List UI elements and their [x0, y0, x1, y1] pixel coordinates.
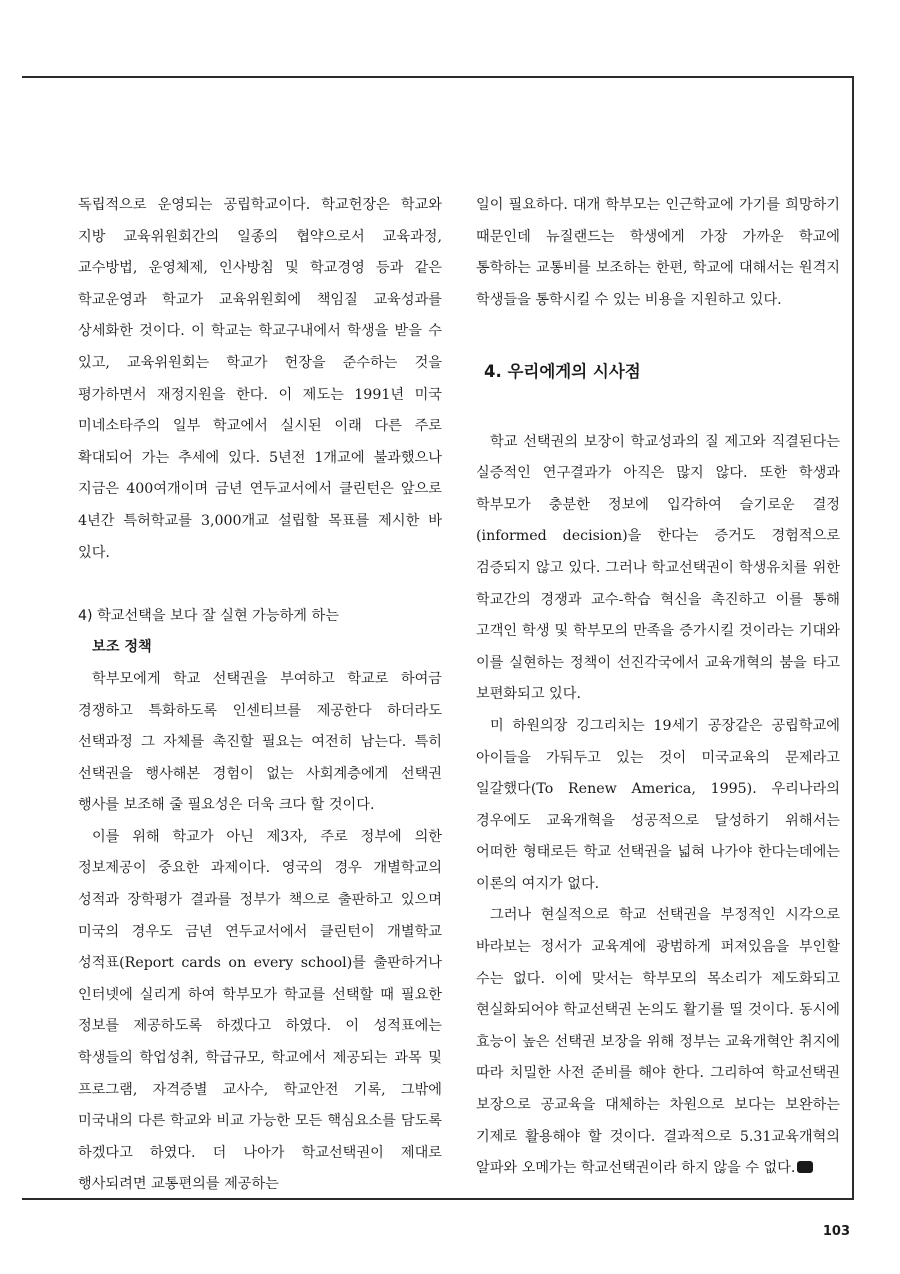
right-paragraph-3: 미 하원의장 깅그리치는 19세기 공장같은 공립학교에 아이들을 가둬두고 있는 것이 미국교육의 문제라고 일갈했다(To Renew America, 1995). 우리나라의 경우에도 교육개혁을 성공적으로 달성하기 위해서는 어떠한 형태로든 학교 선택권을 넓혀 나가야 한다는데에는 이론의 여지가 없다.	[476, 717, 840, 892]
subsection-heading-line1: 4) 학교선택을 보다 잘 실현 가능하게 하는	[78, 607, 339, 624]
section-heading: 4. 우리에게의 시사점	[484, 361, 641, 381]
page-number: 103	[822, 1224, 850, 1239]
right-paragraph-4	[476, 900, 840, 1184]
left-paragraph-2: 학부모에게 학교 선택권을 부여하고 학교로 하여금 경쟁하고 특화하도록 인센티브를 제공한다 하더라도 선택과정 그 자체를 촉진할 필요는 여전히 남는다. 특히 선택권을 행사해본 경험이 없는 사회계층에게 선택권 행사를 보조해 줄 필요성은 더욱 크다 할 것이다.	[78, 670, 442, 814]
top-rule	[22, 76, 854, 78]
right-paragraph-2: 학교 선택권의 보장이 학교성과의 질 제고와 직결된다는 실증적인 연구결과가 아직은 많지 않다. 또한 학생과 학부모가 충분한 정보에 입각하여 슬기로운 결정(informed decision)을 한다는 증거도 경험적으로 검증되지 않고 있다. 그러나 학교선택권이 학생유치를 위한 학교간의 경쟁과 교수-학습 혁신을 촉진하고 이를 통해 고객인 학생 및 학부모의 만족을 증가시킬 것이라는 기대와 이를 실현하는 정책이 선진각국에서 교육개혁의 붐을 타고 보편화되고 있다.	[476, 433, 840, 703]
left-paragraph-3: 이를 위해 학교가 아닌 제3자, 주로 정부에 의한 정보제공이 중요한 과제이다. 영국의 경우 개별학교의 성적과 장학평가 결과를 정부가 책으로 출판하고 있으며 미국의 경우도 금년 연두교서에서 클린턴이 개별학교 성적표(Report cards on every school)를 출판하거나 인터넷에 실리게 하여 학부모가 학교를 선택할 때 필요한 정보를 제공하도록 하겠다고 하였다. 이 성적표에는 학생들의 학업성취, 학급규모, 학교에서 제공되는 과목 및 프로그램, 자격증별 교사수, 학교안전 기록, 그밖에 미국내의 다른 학교와 비교 가능한 모든 핵심요소를 담도록 하겠다고 하였다. 더 나아가 학교선택권이 제대로 행사되려면 교통편의를 제공하는	[78, 828, 442, 1193]
right-paragraph-1: 일이 필요하다. 대개 학부모는 인근학교에 가기를 희망하기 때문인데 뉴질랜드는 학생에게 가장 가까운 학교에 통학하는 교통비를 보조하는 한편, 학교에 대해서는 원격지 학생들을 통학시킬 수 있는 비용을 지원하고 있다.	[476, 197, 840, 308]
subsection-heading	[78, 601, 442, 664]
subsection-heading-line2: 보조 정책	[92, 639, 152, 656]
end-of-article-icon	[797, 1161, 813, 1173]
right-rule	[852, 76, 854, 1200]
right-paragraph-4-text: 그러나 현실적으로 학교 선택권을 부정적인 시각으로 바라보는 정서가 교육계에 광범하게 퍼져있음을 부인할 수는 없다. 이에 맞서는 학부모의 목소리가 제도화되고 현실화되어야 학교선택권 논의도 활기를 띨 것이다. 동시에 효능이 높은 선택권 보장을 위해 정부는 교육개혁안 취지에 따라 치밀한 사전 준비를 해야 한다. 그리하여 학교선택권 보장으로 공교육을 대체하는 차원으로 보다는 보완하는 기제로 활용해야 할 것이다. 결과적으로 5.31교육개혁의 알파와 오메가는 학교선택권이라 하지 않을 수 없다.	[476, 907, 840, 1177]
left-paragraph-1: 독립적으로 운영되는 공립학교이다. 학교헌장은 학교와 지방 교육위원회간의 일종의 협약으로서 교육과정, 교수방법, 운영체제, 인사방침 및 학교경영 등과 같은 학교운영과 학교가 교육위원회에 책임질 교육성과를 상세화한 것이다. 이 학교는 학교구내에서 학생을 받을 수 있고, 교육위원회는 학교가 헌장을 준수하는 것을 평가하면서 재정지원을 한다. 이 제도는 1991년 미국 미네소타주의 일부 학교에서 실시된 이래 다른 주로 확대되어 가는 추세에 있다. 5년전 1개교에 불과했으나 지금은 400여개이며 금년 연두교서에서 클린턴은 앞으로 4년간 특허학교를 3,000개교 설립할 목표를 제시한 바 있다.	[78, 197, 442, 561]
left-column	[78, 190, 442, 1201]
right-column	[476, 190, 840, 1185]
